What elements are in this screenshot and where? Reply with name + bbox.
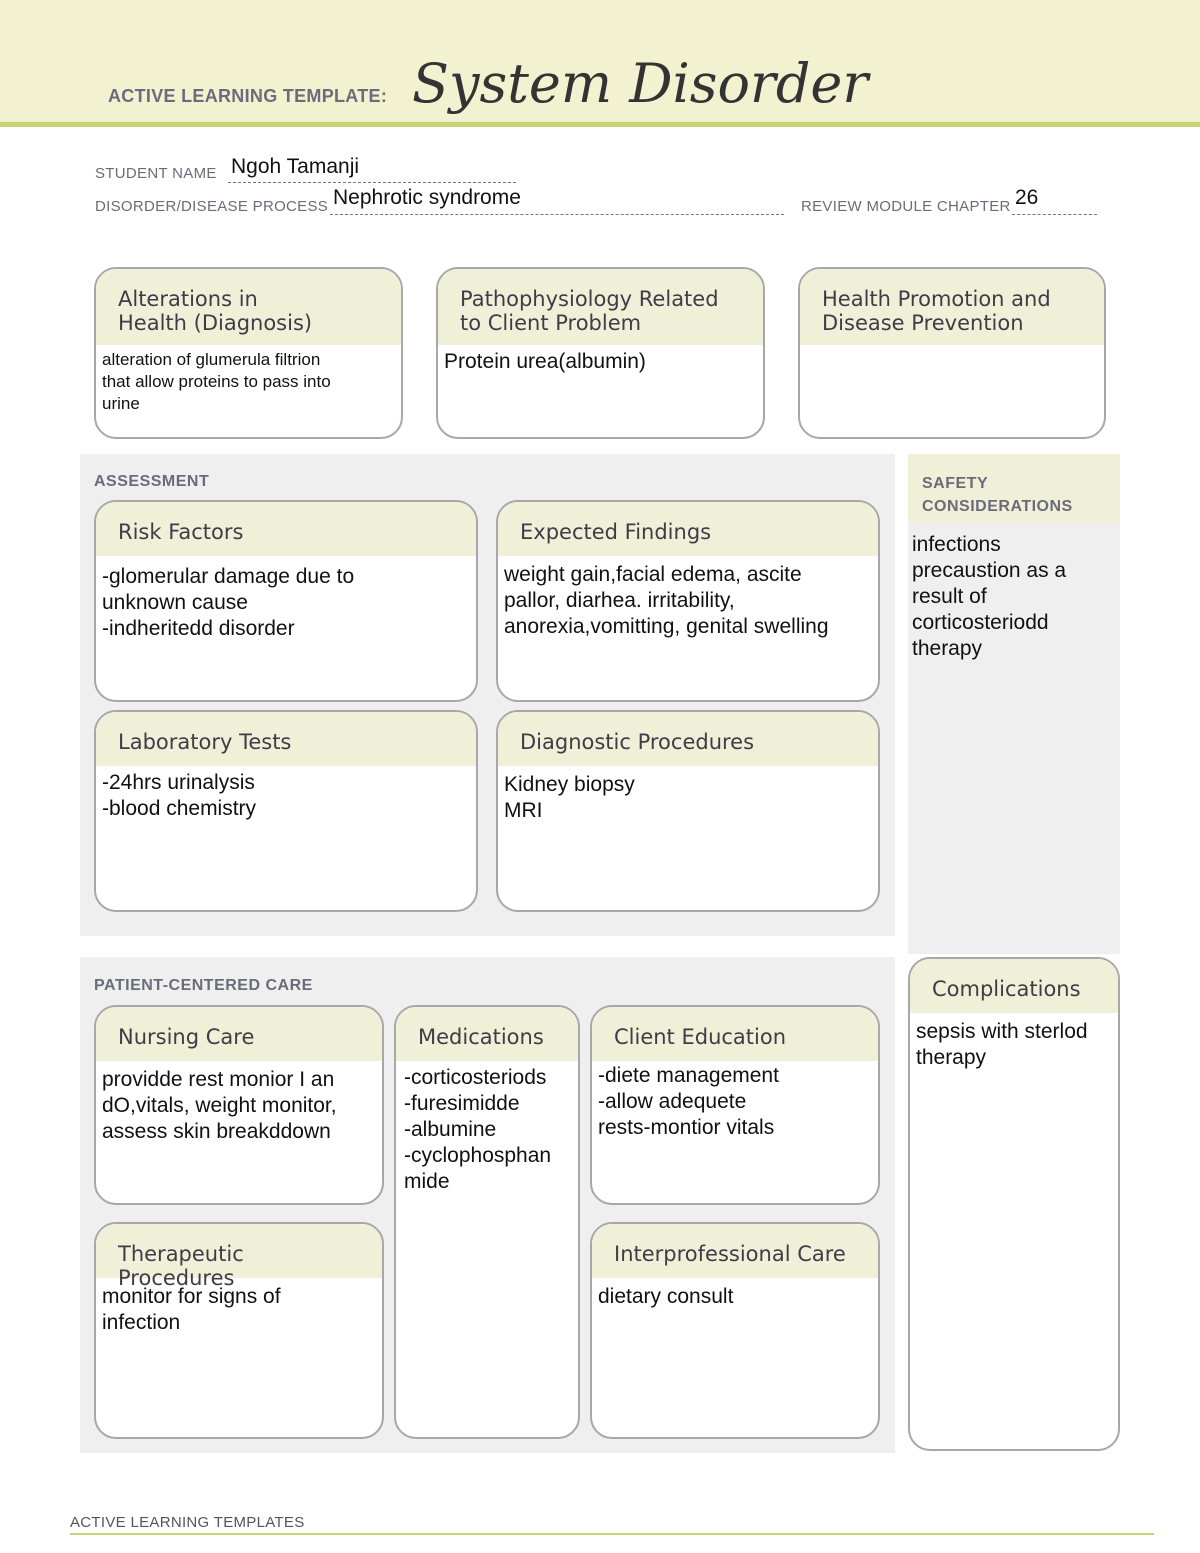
expected-findings-box — [496, 500, 880, 702]
nursing-care-box — [94, 1005, 384, 1205]
laboratory-tests-field[interactable]: -24hrs urinalysis -blood chemistry — [102, 771, 257, 820]
client-education-box — [590, 1005, 880, 1205]
complications-field[interactable]: sepsis with sterlod therapy — [916, 1020, 1088, 1069]
client-education-field[interactable]: -diete management -allow adequete rests-montior vitals — [598, 1064, 779, 1139]
safety-section — [908, 454, 1120, 954]
template-title: System Disorder — [412, 52, 869, 115]
interprofessional-care-field[interactable]: dietary consult — [598, 1285, 734, 1308]
client-education-title: Client Education — [592, 1007, 878, 1061]
disorder-field[interactable]: Nephrotic syndrome — [333, 186, 521, 209]
footer-label: ACTIVE LEARNING TEMPLATES — [70, 1514, 305, 1531]
expected-findings-field[interactable]: weight gain,facial edema, ascite pallor, diarhea. irritability, anorexia,vomitting, genital swelling — [504, 563, 829, 638]
health-promotion-title: Health Promotion and Disease Prevention — [800, 269, 1104, 345]
therapeutic-procedures-field[interactable]: monitor for signs of infection — [102, 1285, 281, 1334]
therapeutic-procedures-title: Therapeutic Procedures — [96, 1224, 382, 1278]
laboratory-tests-box — [94, 710, 478, 912]
nursing-care-field[interactable]: providde rest monior I an dO,vitals, weight monitor, assess skin breakddown — [102, 1068, 337, 1143]
student-name-underline — [228, 182, 516, 183]
risk-factors-box — [94, 500, 478, 702]
alterations-title: Alterations in Health (Diagnosis) — [96, 269, 401, 345]
safety-field[interactable]: infections precaustion as a result of corticosteriodd therapy — [912, 533, 1067, 660]
template-label: ACTIVE LEARNING TEMPLATE: — [108, 86, 388, 106]
alterations-field[interactable]: alteration of glumerula filtrion that allow proteins to pass into urine — [102, 350, 331, 413]
assessment-title: ASSESSMENT — [94, 473, 210, 490]
disorder-underline — [330, 214, 784, 215]
diagnostic-procedures-box — [496, 710, 880, 912]
laboratory-tests-title: Laboratory Tests — [96, 712, 476, 766]
therapeutic-procedures-box — [94, 1222, 384, 1439]
pathophysiology-field[interactable]: Protein urea(albumin) — [444, 350, 646, 373]
interprofessional-care-box — [590, 1222, 880, 1439]
nursing-care-title: Nursing Care — [96, 1007, 382, 1061]
footer-divider — [70, 1533, 1154, 1535]
medications-box — [394, 1005, 580, 1439]
patient-care-title: PATIENT-CENTERED CARE — [94, 977, 313, 994]
risk-factors-title: Risk Factors — [96, 502, 476, 556]
disorder-label: DISORDER/DISEASE PROCESS — [95, 198, 329, 215]
medications-title: Medications — [396, 1007, 578, 1061]
risk-factors-field[interactable]: -glomerular damage due to unknown cause -indheritedd disorder — [102, 565, 355, 640]
expected-findings-title: Expected Findings — [498, 502, 878, 556]
student-name-label: STUDENT NAME — [95, 165, 217, 182]
health-promotion-box — [798, 267, 1106, 439]
interprofessional-care-title: Interprofessional Care — [592, 1224, 878, 1278]
student-name-field[interactable]: Ngoh Tamanji — [231, 155, 360, 178]
health-promotion-field[interactable] — [800, 345, 1104, 353]
complications-box — [908, 957, 1120, 1451]
complications-title: Complications — [910, 959, 1118, 1013]
chapter-label: REVIEW MODULE CHAPTER — [801, 198, 1011, 215]
diagnostic-procedures-field[interactable]: Kidney biopsy MRI — [504, 773, 635, 822]
safety-title: SAFETY CONSIDERATIONS — [922, 475, 1073, 515]
header-divider — [0, 122, 1200, 127]
chapter-underline — [1012, 214, 1097, 215]
diagnostic-procedures-title: Diagnostic Procedures — [498, 712, 878, 766]
pathophysiology-box — [436, 267, 765, 439]
pathophysiology-title: Pathophysiology Related to Client Problem — [438, 269, 763, 345]
alterations-box — [94, 267, 403, 439]
chapter-field[interactable]: 26 — [1015, 186, 1039, 209]
medications-field[interactable]: -corticosteriods -furesimidde -albumine -cyclophosphan mide — [404, 1066, 552, 1193]
